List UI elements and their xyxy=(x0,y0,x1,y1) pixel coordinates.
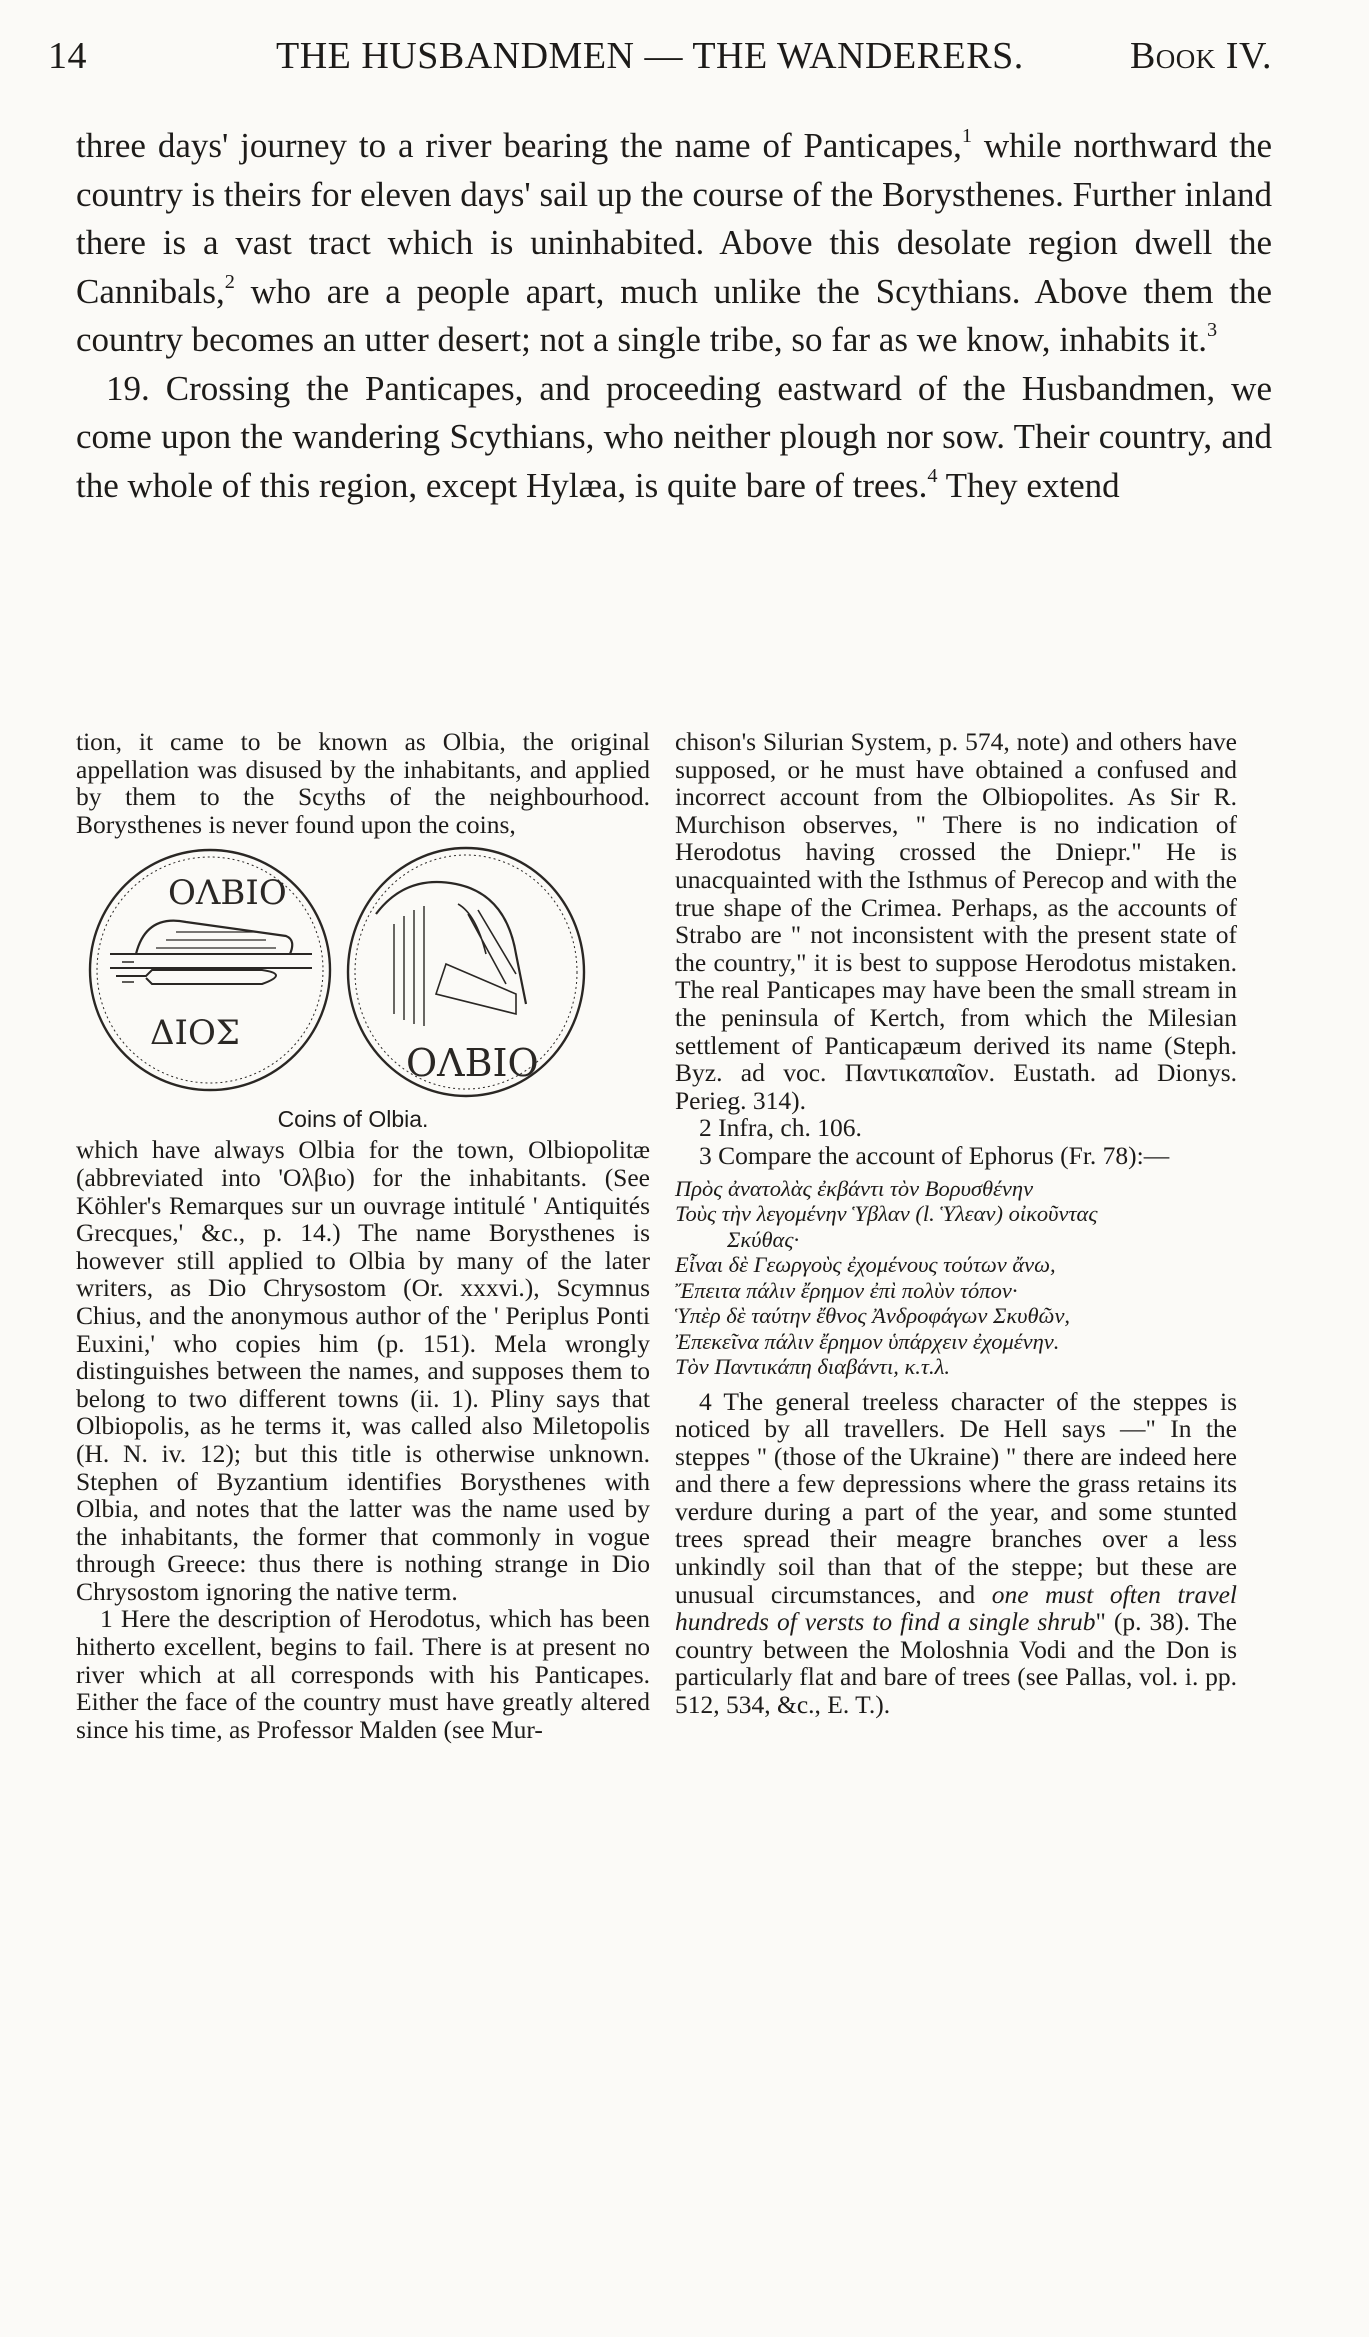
figure-caption: Coins of Olbia. xyxy=(277,1106,429,1133)
italic-quote: one must often travel hundreds of versts to find a single shrub xyxy=(675,1579,1237,1637)
greek-line: Ἐπεκεῖνα πάλιν ἔρημον ὑπάρχειν ἐχομένην. xyxy=(675,1328,1060,1354)
coins-illustration xyxy=(76,844,636,1100)
footnote-2: 2 Infra, ch. 106. xyxy=(699,1113,862,1143)
text-run: while northward the country is theirs for eleven days' sail up the course of the Borysthenes. Further inland there is a vast tract which is uninhabited. Above this desolate region dwell the Cannibals, xyxy=(76,126,1272,311)
running-title: THE HUSBANDMEN — THE WANDERERS. xyxy=(276,35,1024,77)
text-run: three days' journey to a river bearing the name of Panticapes, xyxy=(76,126,962,165)
coin-legend-reverse: ΟΛΒΙΟ xyxy=(406,1041,539,1086)
right-footnote-column xyxy=(675,728,1237,1719)
footnote-1-continuation: chison's Silurian System, p. 574, note) and others have supposed, or he must have obtained a confused and incorrect account from the Olbiopolites. As Sir R. Murchison observes, " There is no indication of Herodotus having crossed the Dniepr." He is unacquainted with the Isthmus of Perecop and with the true shape of the Crimea. Perhaps, as the accounts of Strabo are " not inconsistent with the present state of the country," it is best to suppose Herodotus mistaken. The real Panticapes may have been the small stream in the peninsula of Kertch, from which the Milesian settlement of Panticapæum derived its name (Steph. Byz. ad voc. Παντικαπαῖον. Eustath. ad Dionys. Perieg. 314). xyxy=(675,727,1237,1115)
greek-line: Τὸν Παντικάπη διαβάντι, κ.τ.λ. xyxy=(675,1354,950,1379)
footnote-4 xyxy=(675,1388,1237,1719)
text-run: who are a people apart, much unlike the Scythians. Above them the country becomes an utter desert; not a single tribe, so far as we know, inhabits it. xyxy=(76,271,1272,359)
greek-line: Σκύθας· xyxy=(727,1226,800,1252)
section-19-paragraph xyxy=(76,365,1272,511)
text-run: " (p. 38). The country between the Moloshnia Vodi and the Don is particularly flat and bare of trees (see Pallas, vol. i. pp. 512, 534, &c., E. T.). xyxy=(675,1607,1238,1720)
greek-line: Πρὸς ἀνατολὰς ἐκβάντι τὸν Βορυσθένην xyxy=(675,1175,1034,1201)
greek-line: Ἔπειτα πάλιν ἔρημον ἐπὶ πολὺν τόπον· xyxy=(675,1277,1018,1303)
text-run: 4 The general treeless character of the steppes is noticed by all travellers. De Hell says —" In the steppes " (those of the Ukraine) " there are indeed here and there a few depressions where the grass retains its verdure during a part of the year, and some stunted trees spread their meagre branches over a less unkindly soil than that of the steppe; but these are unusual circumstances, and xyxy=(675,1386,1237,1609)
footnote-ref: 4 xyxy=(927,464,938,487)
note-continuation-2: which have always Olbia for the town, Olbiopolitæ (abbreviated into 'Ολβιο) for the inhabitants. (See Köhler's Remarques sur un ouvrage intitulé ' Antiquités Grecques,' &c., p. 14.) The name Borysthenes is however still applied to Olbia by many of the later writers, as Dio Chrysostom (Or. xxxvi.), Scymnus Chius, and the anonymous author of the ' Periplus Ponti Euxini,' who copies him (p. 151). Mela wrongly distinguishes between the names, and supposes them to belong to two different towns (ii. 1). Pliny says that Olbiopolis, as he terms it, was called also Miletopolis (H. N. iv. 12); but this title is otherwise unknown. Stephen of Byzantium identifies Borysthenes with Olbia, and notes that the latter was the name used by the inhabitants, the former that commonly in vogue through Greece: thus there is nothing strange in Dio Chrysostom ignoring the native term. xyxy=(76,1135,650,1606)
footnote-ref: 3 xyxy=(1207,318,1218,341)
coins-figure xyxy=(76,844,650,1100)
greek-line: Ὑπὲρ δὲ ταύτην ἔθνος Ἀνδροφάγων Σκυθῶν, xyxy=(675,1303,1071,1328)
coin-legend-top: ΟΛΒΙΟ xyxy=(168,873,287,914)
footnote-3: 3 Compare the account of Ephorus (Fr. 78):— xyxy=(699,1140,1170,1170)
page-number: 14 xyxy=(48,35,87,77)
footnote-1: 1 Here the description of Herodotus, which has been hitherto excellent, begins to fail. There is at present no river which at all corresponds with his Panticapes. Either the face of the country must have greatly altered since his time, as Professor Malden (see Mur- xyxy=(76,1604,650,1744)
main-paragraph xyxy=(76,122,1272,365)
book-label: Book IV. xyxy=(1129,35,1272,77)
greek-line: Τοὺς τὴν λεγομένην Ὑβλαν (l. Ὑλεαν) οἰκοῦντας xyxy=(675,1201,1098,1226)
coin-legend-bottom: ΔΙΟΣ xyxy=(150,1013,240,1054)
text-run: They extend xyxy=(937,465,1120,505)
left-footnote-column xyxy=(76,728,650,1743)
main-text xyxy=(76,122,1272,510)
running-header xyxy=(48,34,1272,84)
footnote-ref: 2 xyxy=(224,270,235,293)
greek-verse-quote xyxy=(675,1176,1237,1380)
text-run: 19. Crossing the Panticapes, and proceeding eastward of the Husbandmen, we come upon the wandering Scythians, who neither plough nor sow. Their country, and the whole of this region, except Hylæa, is quite bare of trees. xyxy=(76,368,1272,505)
footnote-ref: 1 xyxy=(961,124,973,147)
greek-line: Εἶναι δὲ Γεωργοὺς ἐχομένους τούτων ἄνω, xyxy=(675,1252,1056,1277)
note-continuation: tion, it came to be known as Olbia, the original appellation was disused by the inhabitants, and applied by them to the Scyths of the neighbourhood. Borysthenes is never found upon the coins, xyxy=(76,727,650,839)
